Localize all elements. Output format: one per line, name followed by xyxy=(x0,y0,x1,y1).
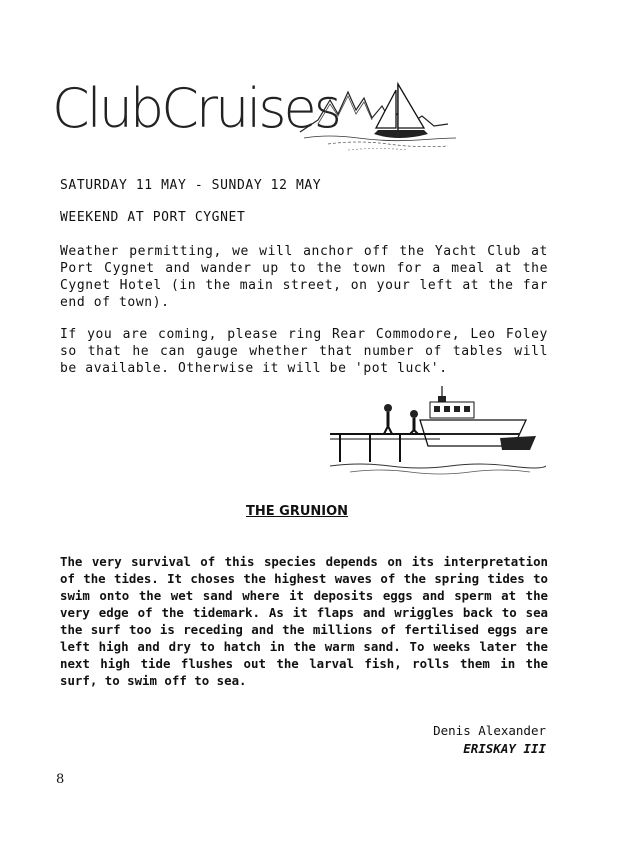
event-paragraph-1: Weather permitting, we will anchor off the Yacht Club at Port Cygnet and wander up to the town for a meal at the Cygnet Hotel (in the main street, on your left at the far end of town). xyxy=(60,244,548,310)
event-title: WEEKEND AT PORT CYGNET xyxy=(60,210,246,225)
sailboat-illustration-icon xyxy=(298,80,458,155)
event-paragraph-2: If you are coming, please ring Rear Commodore, Leo Foley so that he can gauge whether that number of tables will be available. Otherwise it will be 'pot luck'. xyxy=(60,327,548,376)
article-title: THE GRUNION xyxy=(246,504,349,519)
page-number: 8 xyxy=(56,772,65,787)
event-date: SATURDAY 11 MAY - SUNDAY 12 MAY xyxy=(60,178,322,193)
article-body: The very survival of this species depends on its interpretation of the tides. It choses the highest waves of the spring tides to swim onto the wet sand where it deposits eggs and sperm at the very edge of the tidemark. As it flaps and wriggles back to sea the surf too is receding and the millions of fertilised eggs are left high and dry to hatch in the warm sand. To weeks later the next high tide flushes out the larval fish, rolls them in the surf, to swim off to sea. xyxy=(60,554,548,688)
author-signature xyxy=(433,722,546,758)
jetty-boat-illustration-icon xyxy=(330,386,546,476)
club-cruises-logo: ClubCruises xyxy=(52,77,339,140)
author-boat: ERISKAY III xyxy=(463,741,546,756)
author-name: Denis Alexander xyxy=(433,723,546,738)
